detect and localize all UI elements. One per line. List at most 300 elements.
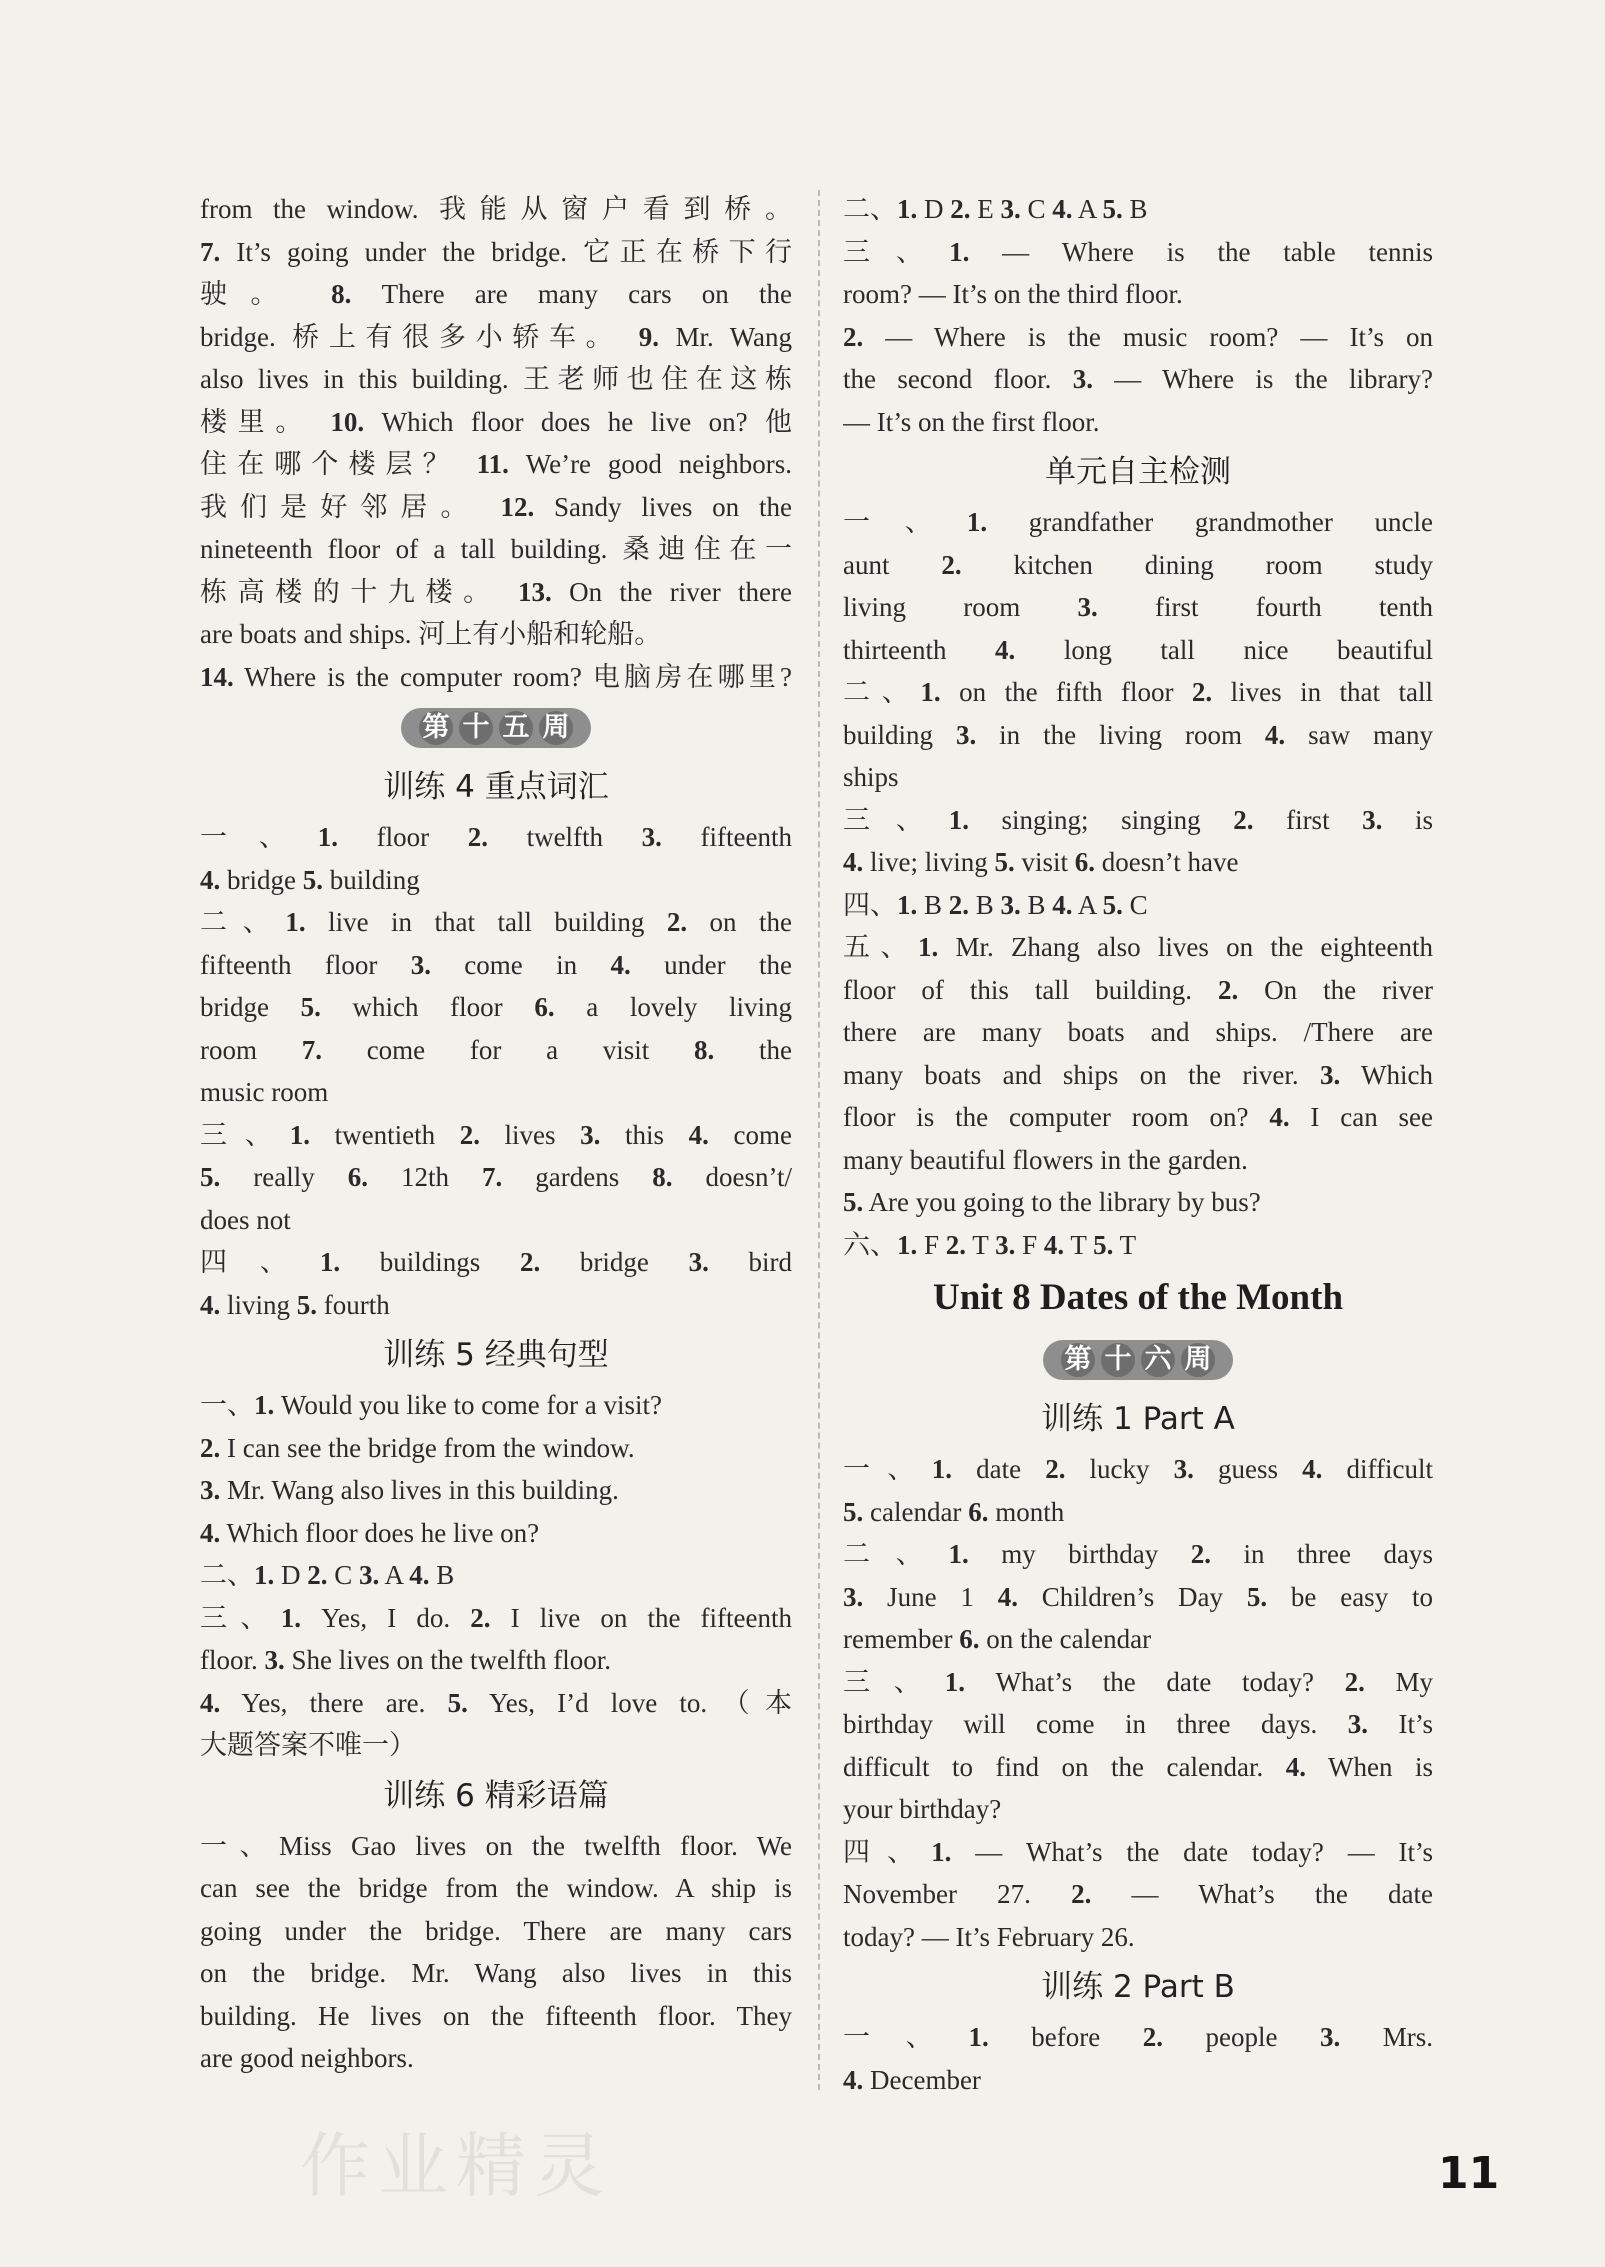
item-number: 2. bbox=[666, 907, 688, 937]
answer-text: calendar bbox=[863, 1496, 969, 1527]
item-number: 3. bbox=[1072, 364, 1093, 394]
item-number: 2. bbox=[941, 549, 962, 580]
answer-text: in the living room bbox=[976, 719, 1265, 750]
answer-line bbox=[843, 1576, 1433, 1619]
answer-text: She lives on the twelfth floor. bbox=[284, 1645, 611, 1675]
week-badge-char: 第 bbox=[1061, 1343, 1095, 1377]
answer-text: bridge bbox=[200, 992, 301, 1022]
answer-text: C bbox=[327, 1560, 360, 1590]
item-number: 3. bbox=[580, 1119, 601, 1150]
answer-text: today? — It’s February 26. bbox=[843, 1921, 1135, 1952]
answer-line bbox=[843, 756, 1433, 799]
item-number: 4. bbox=[1264, 719, 1286, 750]
week-badge-char: 第 bbox=[419, 711, 453, 745]
answer-text: from the window. 我能从窗户看到桥。 bbox=[200, 194, 792, 224]
answer-text: difficult bbox=[1322, 1454, 1433, 1484]
answer-line bbox=[200, 1384, 792, 1427]
answer-text: 12th bbox=[367, 1162, 482, 1192]
item-number: 4. bbox=[995, 634, 1016, 665]
answer-text: 二、 bbox=[843, 194, 897, 224]
item-number: 1. bbox=[949, 236, 970, 267]
item-number: 4. bbox=[843, 847, 864, 877]
week-badge bbox=[843, 1330, 1433, 1390]
week-badge-pill bbox=[401, 708, 591, 748]
item-number: 1. bbox=[948, 804, 969, 835]
answer-text: can see the bridge from the window. A ship is bbox=[200, 1873, 792, 1903]
answer-text: on the fifth floor bbox=[940, 677, 1192, 707]
item-number: 4. bbox=[1302, 1454, 1323, 1484]
answer-text: floor. bbox=[200, 1645, 265, 1675]
section-heading: 训练 6 精彩语篇 bbox=[383, 1777, 609, 1814]
item-number: 5. bbox=[1093, 1229, 1114, 1260]
unit-title: Unit 8 Dates of the Month bbox=[932, 1277, 1344, 1318]
answer-line bbox=[200, 1512, 792, 1555]
answer-text: living room bbox=[843, 592, 1078, 622]
answer-text: D bbox=[274, 1560, 308, 1590]
item-number: 7. bbox=[200, 236, 221, 267]
answer-text: There are many cars on the bbox=[351, 279, 792, 309]
item-number: 2. bbox=[467, 822, 488, 852]
answer-text: going under the bridge. There are many cars bbox=[200, 1915, 792, 1946]
item-number: 5. bbox=[1102, 194, 1123, 224]
answer-line bbox=[200, 1156, 792, 1199]
answer-text: C bbox=[1020, 194, 1053, 224]
answer-text: 六、 bbox=[843, 1229, 897, 1260]
item-number: 7. bbox=[482, 1162, 503, 1192]
item-number: 2. bbox=[1191, 677, 1213, 707]
answer-text: I can see bbox=[1289, 1102, 1433, 1132]
answer-text: 二、 bbox=[843, 1539, 949, 1569]
item-number: 4. bbox=[1285, 1751, 1306, 1782]
item-number: 1. bbox=[944, 1666, 966, 1697]
answer-text: are boats and ships. 河上有小船和轮船。 bbox=[200, 619, 662, 649]
answer-line bbox=[200, 188, 792, 231]
item-number: 3. bbox=[1347, 1709, 1368, 1739]
item-number: 4. bbox=[688, 1119, 709, 1150]
answer-line bbox=[200, 1029, 792, 1072]
answer-text: bridge bbox=[540, 1247, 689, 1277]
answer-text: lives in that tall bbox=[1212, 677, 1433, 707]
item-number: 1. bbox=[968, 2022, 989, 2052]
answer-text: the bbox=[714, 1034, 792, 1065]
answer-line bbox=[200, 1554, 792, 1597]
answer-line bbox=[200, 1825, 792, 1868]
answer-text: We’re good neighbors. bbox=[508, 449, 792, 479]
answer-text: 三、 bbox=[200, 1119, 290, 1150]
answer-line bbox=[200, 1284, 792, 1327]
answer-text: 二、 bbox=[843, 677, 921, 707]
item-number: 2. bbox=[307, 1560, 328, 1590]
answer-line bbox=[843, 1054, 1433, 1097]
answer-text: guess bbox=[1193, 1454, 1303, 1484]
answer-text: 二、 bbox=[200, 1560, 254, 1590]
answer-line bbox=[843, 501, 1433, 544]
answer-text: B bbox=[1020, 889, 1053, 920]
answer-text: gardens bbox=[502, 1162, 653, 1192]
column-divider bbox=[818, 190, 820, 2090]
answer-text: birthday will come in three days. bbox=[843, 1709, 1348, 1739]
item-number: 6. bbox=[959, 1624, 980, 1654]
answer-text: 四、 bbox=[200, 1247, 320, 1277]
answer-text: 三、 bbox=[843, 236, 950, 267]
item-number: 2. bbox=[843, 321, 864, 352]
answer-text: 一、 bbox=[200, 822, 318, 852]
answer-text: Children’s Day bbox=[1017, 1581, 1247, 1612]
answer-line bbox=[200, 1724, 792, 1767]
answer-text: E bbox=[970, 194, 1001, 224]
answer-line bbox=[843, 1788, 1433, 1831]
answer-text: on the bridge. Mr. Wang also lives in this bbox=[200, 1958, 792, 1988]
item-number: 1. bbox=[931, 1836, 952, 1867]
item-number: 6. bbox=[534, 992, 555, 1022]
answer-text: Mr. Wang also lives in this building. bbox=[220, 1475, 619, 1505]
answer-text: live; living bbox=[863, 847, 995, 877]
answer-line bbox=[200, 571, 792, 614]
answer-text: It’s going under the bridge. 它正在桥下行 bbox=[220, 236, 792, 267]
item-number: 1. bbox=[917, 932, 939, 962]
answer-line bbox=[843, 884, 1433, 927]
answer-text: on the bbox=[687, 907, 792, 937]
answer-text: 一、 bbox=[843, 2022, 969, 2052]
answer-line bbox=[200, 1995, 792, 2038]
item-number: 1. bbox=[254, 1390, 275, 1420]
answer-text: 楼里。 bbox=[200, 406, 331, 437]
item-number: 2. bbox=[1233, 804, 1254, 835]
answer-text: the second floor. bbox=[843, 364, 1073, 394]
answer-text: my birthday bbox=[968, 1539, 1191, 1569]
answer-text: bridge bbox=[220, 864, 303, 895]
item-number: 2. bbox=[519, 1247, 541, 1277]
answer-line bbox=[200, 901, 792, 944]
answer-line bbox=[200, 273, 792, 316]
answer-line bbox=[200, 443, 792, 486]
item-number: 3. bbox=[995, 1229, 1016, 1260]
item-number: 2. bbox=[200, 1432, 221, 1463]
item-number: 3. bbox=[843, 1581, 864, 1612]
answer-line bbox=[200, 1639, 792, 1682]
answer-line bbox=[200, 613, 792, 656]
answer-line bbox=[843, 316, 1433, 359]
answer-text: 四、 bbox=[843, 889, 897, 920]
answer-line bbox=[843, 2059, 1433, 2102]
answer-line bbox=[843, 1831, 1433, 1874]
answer-text: 四、 bbox=[843, 1836, 932, 1867]
item-number: 2. bbox=[945, 1229, 967, 1260]
answer-text: 一、 bbox=[843, 1454, 932, 1484]
answer-text: Yes, there are. bbox=[220, 1687, 448, 1718]
item-number: 1. bbox=[897, 194, 918, 224]
item-number: 5. bbox=[843, 1496, 864, 1527]
answer-text: 一、 bbox=[200, 1390, 254, 1420]
item-number: 3. bbox=[410, 949, 431, 980]
answer-text: live in that tall building bbox=[305, 907, 667, 937]
answer-text: bird bbox=[708, 1247, 792, 1277]
answer-line bbox=[843, 1533, 1433, 1576]
answer-text: T bbox=[966, 1229, 996, 1260]
answer-line bbox=[843, 1096, 1433, 1139]
answer-text: Sandy lives on the bbox=[534, 491, 792, 522]
item-number: 5. bbox=[994, 847, 1015, 877]
week-badge-char: 五 bbox=[499, 711, 533, 745]
answer-line bbox=[200, 316, 792, 359]
item-number: 5. bbox=[843, 1187, 864, 1217]
item-number: 1. bbox=[897, 1229, 918, 1260]
answer-text: — What’s the date bbox=[1091, 1879, 1433, 1909]
answer-text: aunt bbox=[843, 549, 942, 580]
item-number: 2. bbox=[459, 1119, 480, 1150]
item-number: 3. bbox=[1077, 592, 1098, 622]
answer-line bbox=[200, 1469, 792, 1512]
item-number: 5. bbox=[200, 1162, 221, 1192]
item-number: 14. bbox=[200, 661, 234, 692]
section-heading: 训练 2 Part B bbox=[1041, 1969, 1235, 2005]
answer-line bbox=[200, 816, 792, 859]
item-number: 5. bbox=[447, 1687, 468, 1718]
answer-text: fifteenth bbox=[661, 822, 792, 852]
item-number: 1. bbox=[966, 507, 988, 537]
item-number: 4. bbox=[610, 949, 631, 980]
answer-text: music room bbox=[200, 1077, 329, 1107]
answer-text: doesn’t have bbox=[1095, 847, 1239, 877]
answer-text: singing; singing bbox=[968, 804, 1234, 835]
answer-line bbox=[200, 1427, 792, 1470]
item-number: 4. bbox=[1269, 1102, 1290, 1132]
answer-line bbox=[843, 1661, 1433, 1704]
answer-text: On the river there bbox=[551, 576, 792, 607]
answer-text: ships bbox=[843, 762, 899, 792]
answer-text: — What’s the date today? — It’s bbox=[951, 1836, 1433, 1867]
section-heading: 单元自主检测 bbox=[1045, 454, 1231, 490]
answer-text: When is bbox=[1305, 1751, 1433, 1782]
answer-text: C bbox=[1122, 889, 1148, 920]
answer-line bbox=[200, 1071, 792, 1114]
answer-text: — It’s on the first floor. bbox=[843, 406, 1100, 437]
answer-text: saw many bbox=[1285, 719, 1433, 750]
answer-line bbox=[843, 1224, 1433, 1267]
item-number: 9. bbox=[638, 321, 660, 352]
item-number: 2. bbox=[1217, 974, 1239, 1005]
item-number: 2. bbox=[470, 1602, 491, 1633]
answer-text: June 1 bbox=[863, 1581, 998, 1612]
week-badge bbox=[200, 698, 792, 758]
item-number: 2. bbox=[948, 889, 970, 920]
answer-text: Mrs. bbox=[1340, 2022, 1433, 2052]
answer-text: fifteenth floor bbox=[200, 949, 411, 980]
answer-line bbox=[200, 1241, 792, 1284]
answer-text: first bbox=[1253, 804, 1363, 835]
item-number: 3. bbox=[200, 1475, 221, 1505]
week-badge-pill bbox=[1043, 1340, 1233, 1380]
answer-text: room? — It’s on the third floor. bbox=[843, 279, 1183, 309]
answer-line bbox=[843, 1703, 1433, 1746]
item-number: 8. bbox=[331, 279, 352, 309]
week-badge-char: 周 bbox=[539, 711, 573, 745]
answer-text: 驶。 bbox=[200, 279, 332, 309]
answer-text: T bbox=[1064, 1229, 1094, 1260]
item-number: 4. bbox=[1052, 889, 1073, 920]
answer-text: building. He lives on the fifteenth floor. They bbox=[200, 2000, 792, 2031]
answer-text: 我们是好邻居。 bbox=[200, 491, 501, 522]
answer-text: this bbox=[600, 1119, 689, 1150]
answer-text: room bbox=[200, 1034, 302, 1065]
answer-text: is bbox=[1382, 804, 1433, 835]
week-badge-char: 十 bbox=[459, 711, 493, 745]
answer-text: Mr. Zhang also lives on the eighteenth bbox=[938, 932, 1433, 962]
answer-text: 三、 bbox=[843, 804, 949, 835]
item-number: 3. bbox=[1319, 2022, 1341, 2052]
item-number: 8. bbox=[694, 1034, 715, 1065]
answer-line bbox=[843, 1448, 1433, 1491]
answer-text: under the bbox=[630, 949, 792, 980]
item-number: 12. bbox=[500, 491, 535, 522]
item-number: 3. bbox=[264, 1645, 285, 1675]
answer-line bbox=[843, 1491, 1433, 1534]
item-number: 3. bbox=[955, 719, 977, 750]
item-number: 2. bbox=[1045, 1454, 1066, 1484]
week-badge-char: 周 bbox=[1181, 1343, 1215, 1377]
item-number: 11. bbox=[476, 449, 509, 479]
page-number: 11 bbox=[1438, 2148, 1500, 2199]
answer-text: before bbox=[988, 2022, 1143, 2052]
answer-text: 三、 bbox=[843, 1666, 945, 1697]
answer-line bbox=[843, 926, 1433, 969]
answer-text: — Where is the music room? — It’s on bbox=[863, 321, 1433, 352]
answer-text: your birthday? bbox=[843, 1794, 1002, 1824]
answer-line bbox=[200, 1199, 792, 1242]
answer-text: Yes, I do. bbox=[301, 1602, 471, 1633]
answer-line bbox=[843, 629, 1433, 672]
item-number: 3. bbox=[1362, 804, 1383, 835]
answer-text: floor of this tall building. bbox=[843, 974, 1218, 1005]
item-number: 1. bbox=[948, 1539, 969, 1569]
answer-text: a lovely living bbox=[554, 992, 792, 1022]
item-number: 10. bbox=[330, 406, 365, 437]
answer-line bbox=[843, 401, 1433, 444]
answer-text: floor is the computer room on? bbox=[843, 1102, 1270, 1132]
answer-text: 栋高楼的十九楼。 bbox=[200, 576, 518, 607]
item-number: 6. bbox=[1074, 847, 1096, 877]
right-column bbox=[843, 188, 1433, 2101]
answer-text: Which floor does he live on? 他 bbox=[364, 406, 792, 437]
answer-text: B bbox=[969, 889, 1001, 920]
item-number: 2. bbox=[1142, 2022, 1163, 2052]
answer-text: What’s the date today? bbox=[965, 1666, 1345, 1697]
answer-text: A bbox=[1072, 194, 1103, 224]
answer-text: 住在哪个楼层？ bbox=[200, 449, 477, 479]
item-number: 1. bbox=[280, 1602, 301, 1633]
item-number: 5. bbox=[302, 864, 323, 895]
item-number: 3. bbox=[1319, 1059, 1341, 1090]
answer-text: 三、 bbox=[200, 1602, 281, 1633]
item-number: 6. bbox=[968, 1496, 989, 1527]
answer-text: Yes, I’d love to.（本 bbox=[467, 1687, 792, 1718]
answer-line bbox=[843, 358, 1433, 401]
answer-text: 大题答案不唯一） bbox=[200, 1730, 416, 1760]
answer-text: building bbox=[843, 719, 956, 750]
answer-text: which floor bbox=[320, 992, 535, 1022]
item-number: 3. bbox=[359, 1560, 380, 1590]
answer-text: B bbox=[429, 1560, 455, 1590]
answer-line bbox=[843, 188, 1433, 231]
answer-text: come in bbox=[430, 949, 611, 980]
item-number: 2. bbox=[1190, 1539, 1212, 1569]
answer-line bbox=[200, 1910, 792, 1953]
answer-text: Which floor does he live on? bbox=[220, 1517, 540, 1548]
answer-text: come for a visit bbox=[321, 1034, 695, 1065]
answer-line bbox=[843, 799, 1433, 842]
item-number: 2. bbox=[1344, 1666, 1365, 1697]
answer-text: there are many boats and ships. /There are bbox=[843, 1017, 1433, 1047]
answer-text: A bbox=[379, 1560, 410, 1590]
answer-line bbox=[200, 656, 792, 699]
item-number: 5. bbox=[1246, 1581, 1268, 1612]
answer-text: — Where is the table tennis bbox=[969, 236, 1433, 267]
answer-text: December bbox=[863, 2064, 981, 2095]
left-column bbox=[200, 188, 792, 2080]
answer-text: I live on the fifteenth bbox=[490, 1602, 792, 1633]
item-number: 1. bbox=[931, 1454, 952, 1484]
answer-text: visit bbox=[1014, 847, 1075, 877]
answer-text: remember bbox=[843, 1624, 960, 1654]
answer-line bbox=[843, 671, 1433, 714]
answer-text: people bbox=[1162, 2022, 1320, 2052]
answer-text: floor bbox=[337, 822, 468, 852]
item-number: 5. bbox=[300, 992, 321, 1022]
answer-text: in three days bbox=[1211, 1539, 1433, 1569]
item-number: 2. bbox=[1071, 1879, 1092, 1909]
item-number: 1. bbox=[285, 907, 306, 937]
answer-text: bridge. 桥上有很多小轿车。 bbox=[200, 321, 639, 352]
item-number: 1. bbox=[319, 1247, 341, 1277]
answer-text: lucky bbox=[1065, 1454, 1174, 1484]
answer-text: first fourth tenth bbox=[1097, 592, 1433, 622]
answer-line bbox=[843, 1873, 1433, 1916]
section-heading: 训练 5 经典句型 bbox=[383, 1337, 609, 1373]
answer-line bbox=[200, 401, 792, 444]
item-number: 4. bbox=[843, 2064, 864, 2095]
answer-text: many beautiful flowers in the garden. bbox=[843, 1144, 1248, 1175]
answer-text: 五、 bbox=[843, 932, 918, 962]
item-number: 3. bbox=[641, 822, 662, 852]
answer-line bbox=[200, 1114, 792, 1157]
answer-line bbox=[843, 273, 1433, 316]
item-number: 4. bbox=[1043, 1229, 1065, 1260]
answer-text: Would you like to come for a visit? bbox=[274, 1390, 662, 1420]
answer-text: kitchen dining room study bbox=[961, 549, 1433, 580]
answer-line bbox=[843, 1618, 1433, 1661]
answer-text: come bbox=[708, 1119, 792, 1150]
item-number: 3. bbox=[1000, 889, 1021, 920]
answer-line bbox=[843, 969, 1433, 1012]
answer-line bbox=[200, 358, 792, 401]
item-number: 4. bbox=[1052, 194, 1073, 224]
answer-line bbox=[843, 231, 1433, 274]
answer-text: lives bbox=[479, 1119, 581, 1150]
answer-text: B bbox=[1122, 194, 1148, 224]
answer-text: Are you going to the library by bus? bbox=[863, 1187, 1261, 1217]
answer-text: many boats and ships on the river. bbox=[843, 1059, 1320, 1090]
answer-text: On the river bbox=[1238, 974, 1433, 1005]
answer-text: thirteenth bbox=[843, 634, 996, 665]
answer-text: difficult to find on the calendar. bbox=[843, 1751, 1286, 1782]
answer-line bbox=[843, 1181, 1433, 1224]
answer-line bbox=[200, 1597, 792, 1640]
answer-text: Which bbox=[1340, 1059, 1433, 1090]
item-number: 2. bbox=[950, 194, 971, 224]
answer-text: Where is the computer room? 电脑房在哪里? bbox=[233, 661, 792, 692]
item-number: 6. bbox=[347, 1162, 368, 1192]
answer-line bbox=[200, 1952, 792, 1995]
